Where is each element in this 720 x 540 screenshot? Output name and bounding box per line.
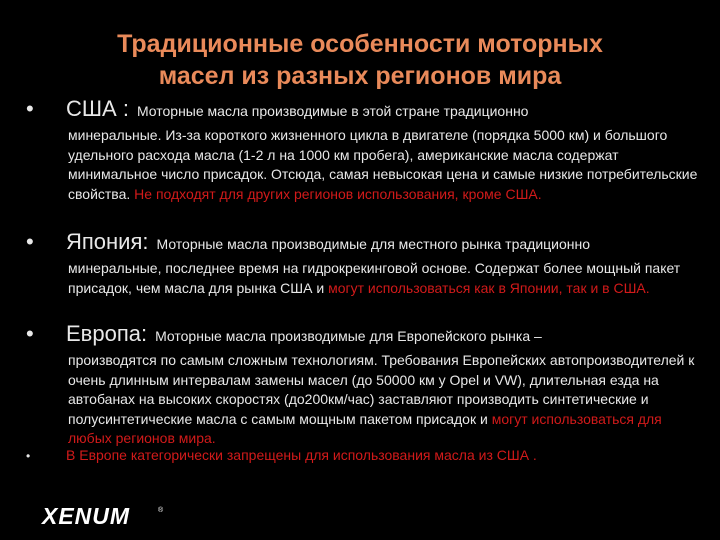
xenum-logo: [40, 503, 180, 534]
section-first-line-usa: Моторные масла производимые в этой стране традиционно: [136, 103, 529, 119]
section-body-europe: производятся по самым сложным технологиям. Требования Европейских автопроизводителей к очень длинным интервалам замены масел (до 50000 км у Opel и VW), длительная езда на автобанах на высоких скоростях (до200км/час) заставляют производить синтетические и полусинтетические масла с самым мощным пакетом присадок и: [68, 352, 695, 427]
title-line-1: Традиционные особенности моторных: [117, 30, 603, 58]
section-body-usa: минеральные. Из-за короткого жизненного цикла в двигателе (порядка 5000 км) и большого удельного расхода масла (1-2 л на 1000 км пробега), американские масла содержат минимальное число присадок. Отсюда, самая невысокая цена и самые низкие потребительские свойства.: [68, 127, 698, 202]
section-heading-usa: США :: [66, 96, 129, 121]
logo-registered-mark: ®: [158, 507, 164, 514]
section-first-line-japan: Моторные масла производимые для местного рынка традиционно: [156, 236, 591, 252]
section-heading-europe: Европа:: [66, 321, 148, 346]
section-body-japan: минеральные, последнее время на гидрокрекинговой основе. Содержат более мощный пакет присадок, чем масла для рынка США и: [68, 260, 681, 296]
xenum-logo-mark: [40, 503, 180, 529]
bullet: •: [26, 321, 34, 346]
section-text-europe: [68, 351, 706, 449]
section-usa: [26, 96, 706, 204]
section-heading-japan: Япония:: [66, 229, 149, 254]
section-text-japan: [68, 259, 706, 298]
title-line-2: масел из разных регионов мира: [158, 62, 562, 90]
section-japan: [26, 229, 706, 298]
slide-title: [0, 28, 720, 92]
section-warning-usa: Не подходят для других регионов использования, кроме США.: [134, 185, 542, 202]
section-note: [26, 447, 706, 463]
section-europe: [26, 321, 706, 449]
bullet: •: [26, 229, 34, 254]
section-text-usa: [68, 126, 706, 204]
logo-wordmark: XENUM: [42, 503, 131, 529]
note-text: В Европе категорически запрещены для использования масла из США .: [66, 447, 537, 463]
section-first-line-europe: Моторные масла производимые для Европейского рынка –: [155, 328, 542, 344]
bullet: •: [26, 449, 31, 463]
section-highlight-japan: могут использоваться как в Японии, так и в США.: [328, 279, 650, 296]
section-highlight-europe: могут использоваться для любых регионов мира.: [68, 410, 662, 446]
bullet: •: [26, 96, 34, 121]
